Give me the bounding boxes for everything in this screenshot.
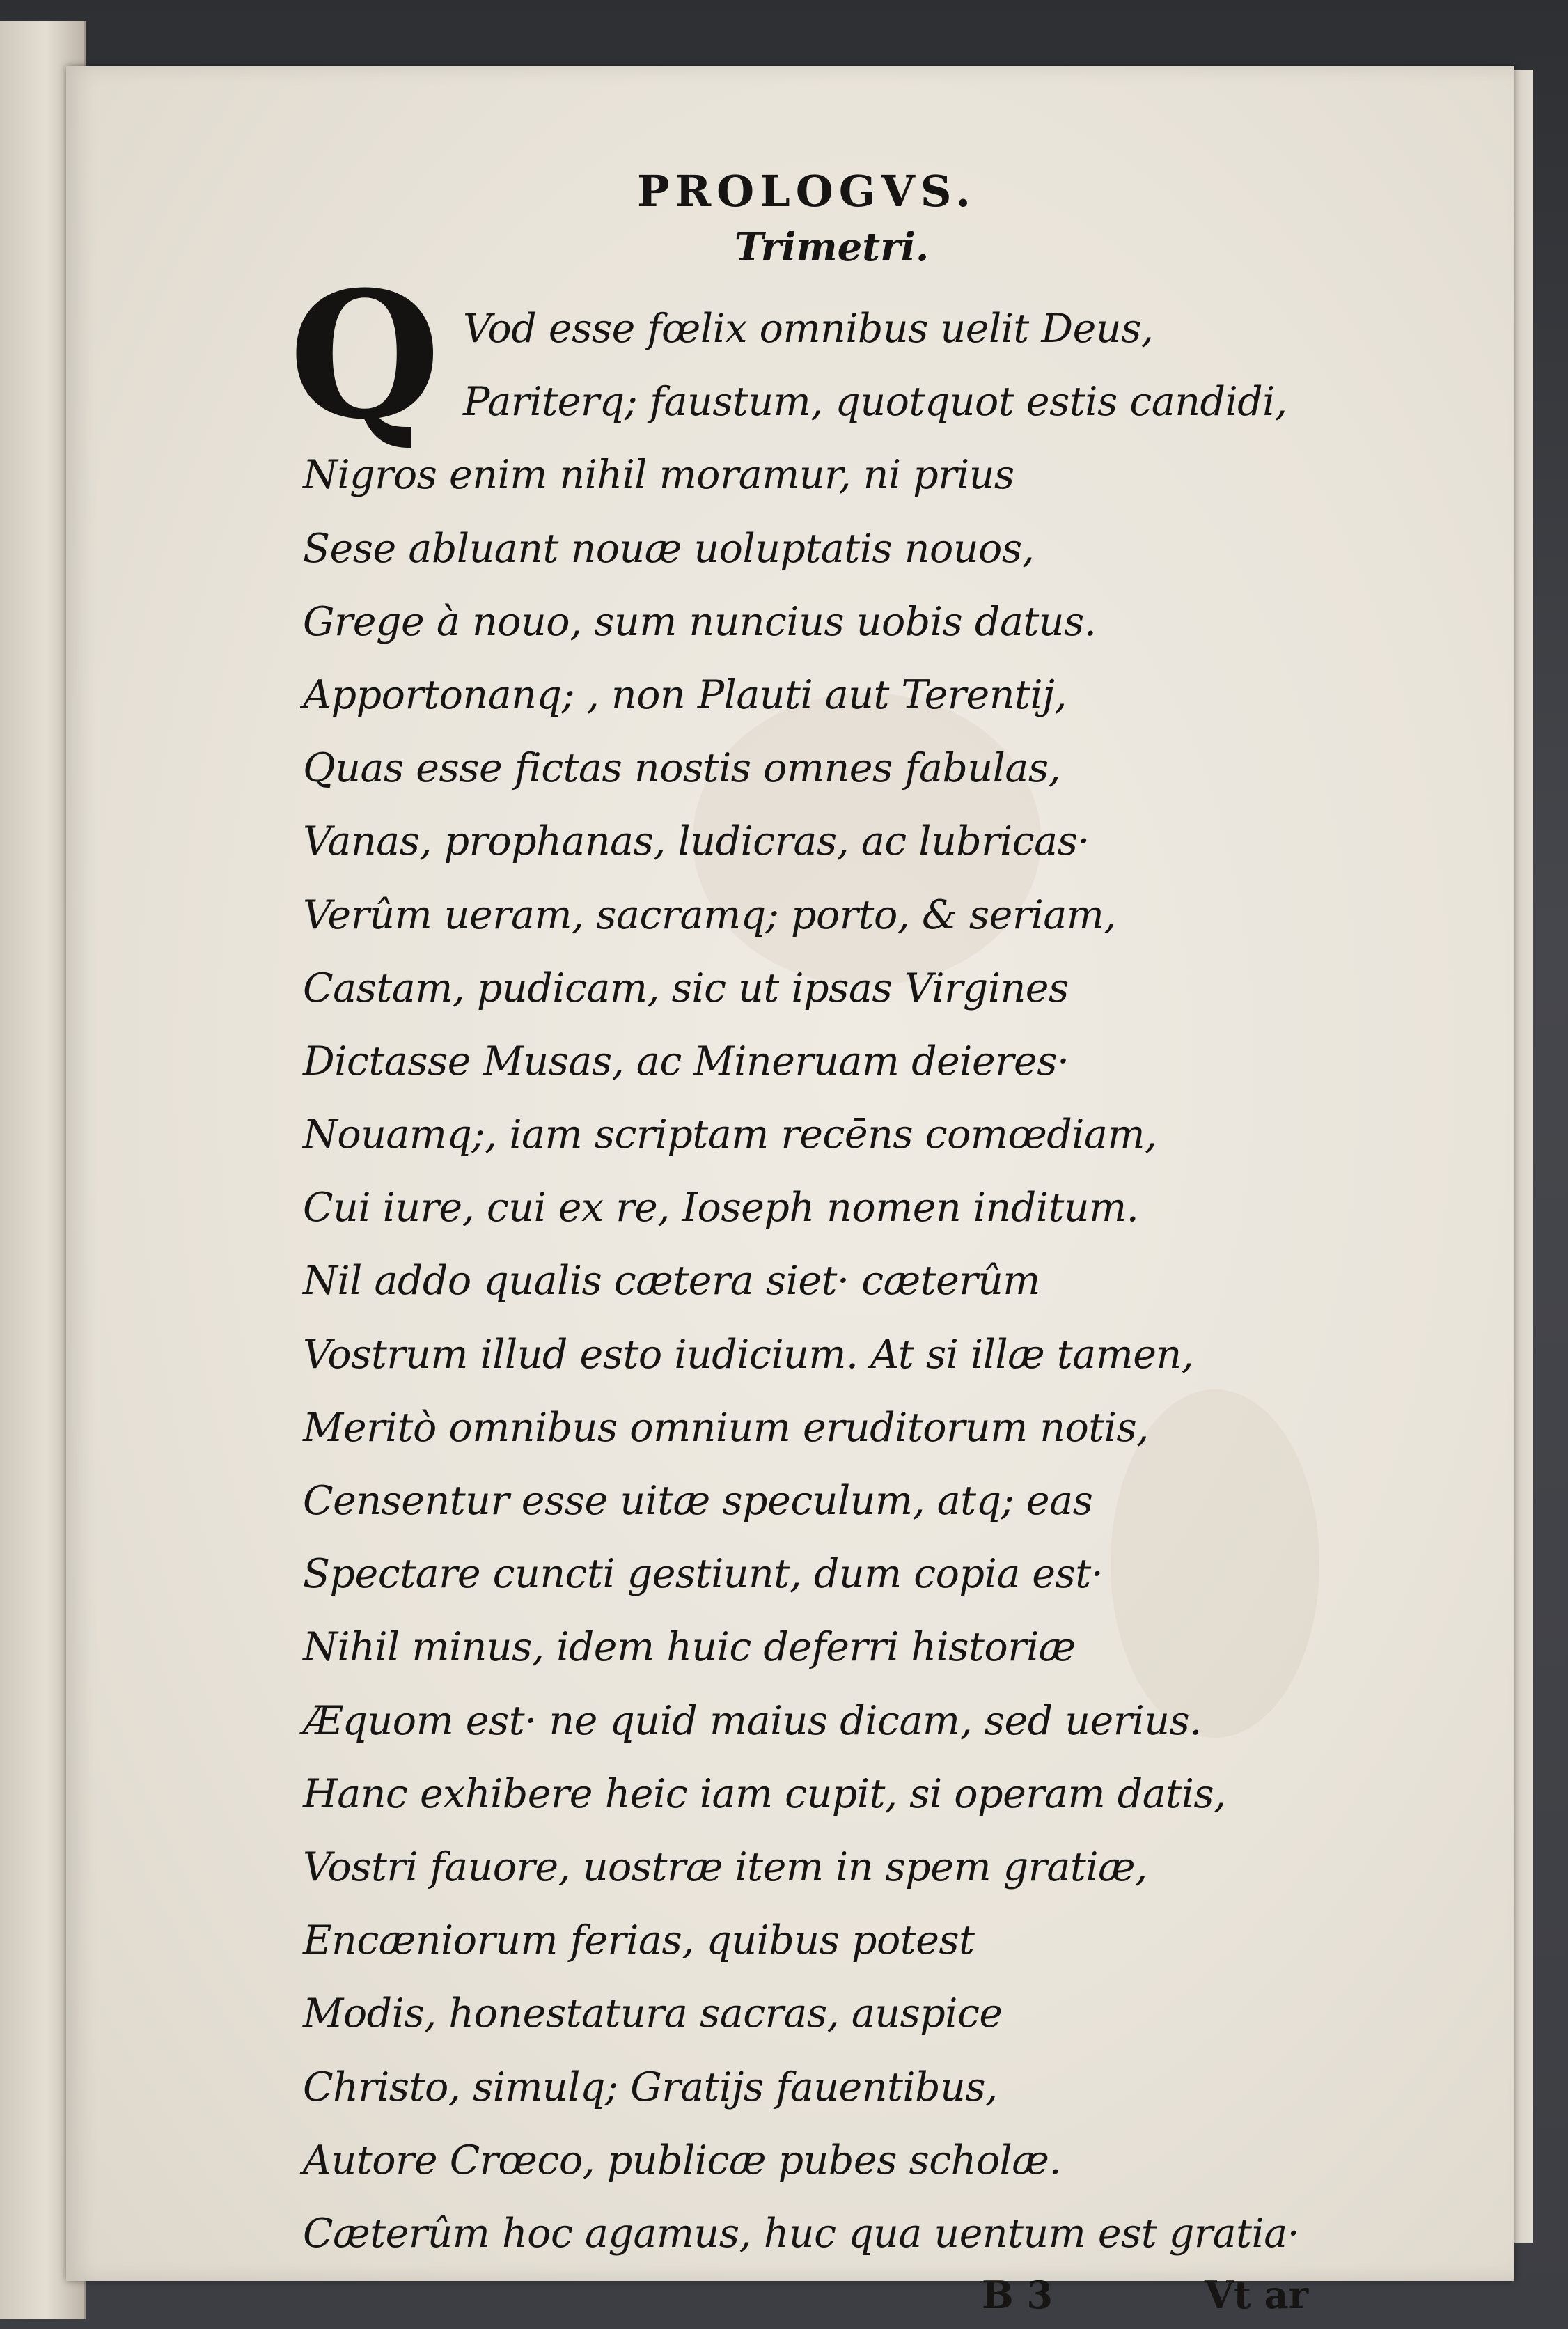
verse-line: Vostri fauore, uostræ item in spem gratiæ,: [303, 1844, 1147, 1890]
page-footer: [233, 2267, 1361, 2323]
verse-line: Cæterûm hoc agamus, huc qua uentum est gratia·: [303, 2210, 1300, 2257]
verse-list: [233, 293, 1299, 2270]
page-subheading: Trimetri.: [735, 224, 930, 270]
signature-mark: B 3: [982, 2273, 1053, 2317]
verse-line: Sese abluant nouæ uoluptatis nouos,: [303, 525, 1035, 572]
verse-line: Spectare cuncti gestiunt, dum copia est·: [303, 1551, 1104, 1598]
verse-line: Hanc exhibere heic iam cupit, si operam datis,: [303, 1770, 1226, 1817]
verse-line: Vostrum illud esto iudicium. At si illæ tamen,: [303, 1331, 1194, 1378]
verse-line: Censentur esse uitæ speculum, atq; eas: [303, 1478, 1093, 1524]
verse-line: Grege à nouo, sum nuncius uobis datus.: [303, 598, 1097, 645]
verse-line: Autore Crœco, publicæ pubes scholæ.: [303, 2137, 1062, 2183]
verse-line: Castam, pudicam, sic ut ipsas Virgines: [303, 965, 1069, 1011]
verse-line: Vanas, prophanas, ludicras, ac lubricas·: [303, 818, 1090, 865]
verse-line: Nigros enim nihil moramur, ni prius: [303, 452, 1014, 499]
verse-line: Vod esse fœlix omnibus uelit Deus,: [463, 306, 1154, 352]
verse-line: Meritò omnibus omnium eruditorum notis,: [303, 1404, 1149, 1451]
book-page: [66, 66, 1514, 2317]
verse-line: Encæniorum ferias, quibus potest: [303, 1917, 975, 1964]
verse-line: Modis, honestatura sacras, auspice: [303, 1991, 1003, 2037]
catchword: Vt ar: [1205, 2273, 1309, 2317]
verse-line: Quas esse fictas nostis omnes fabulas,: [303, 745, 1061, 792]
verse-line: Nouamq;, iam scriptam recēns comœdiam,: [303, 1112, 1157, 1158]
verse-line: Cui iure, cui ex re, Ioseph nomen inditum.: [303, 1185, 1139, 1231]
verse-line: Dictasse Musas, ac Mineruam deieres·: [303, 1038, 1069, 1084]
verse-line: Apportonanq; , non Plauti aut Terentij,: [303, 671, 1067, 718]
verse-line: Æquom est· ne quid maius dicam, sed uerius.: [303, 1697, 1202, 1744]
verse-line: Nil addo qualis cætera siet· cæterûm: [303, 1258, 1040, 1304]
verse-line: Christo, simulq; Gratijs fauentibus,: [303, 2064, 998, 2110]
page-heading: PROLOGVS.: [637, 166, 976, 217]
verse-line: Pariterq; faustum, quotquot estis candidi,: [463, 379, 1287, 426]
verse-line: Nihil minus, idem huic deferri historiæ: [303, 1624, 1076, 1671]
verse-line: Verûm ueram, sacramq; porto, & seriam,: [303, 891, 1116, 938]
drop-cap-initial: Q: [289, 253, 441, 458]
